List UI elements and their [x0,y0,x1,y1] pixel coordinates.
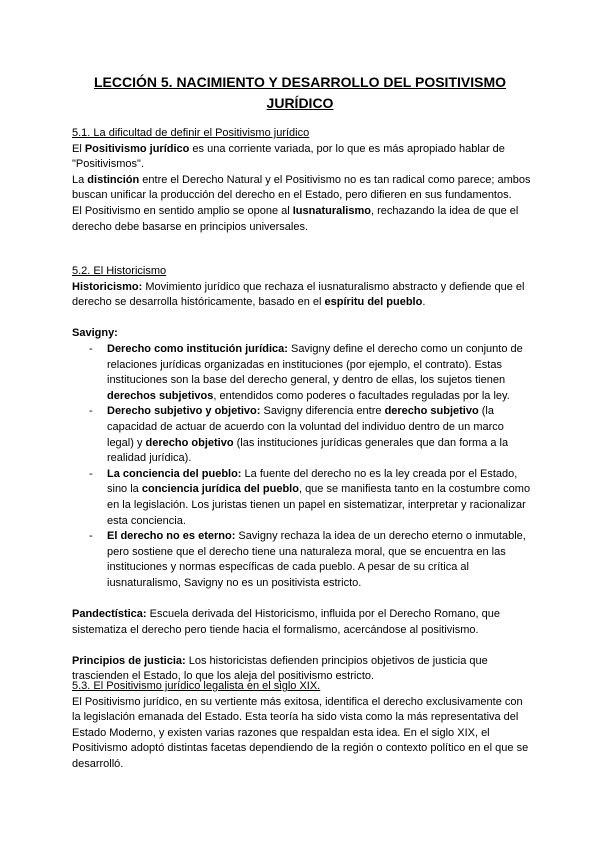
paragraph-pandectistica: Pandectística: Escuela derivada del Historicismo, influida por el Derecho Romano, que sistematiza el derecho pero tiende hacia el formalismo, acercándose al positivismo. [72,608,500,636]
list-item: - Derecho como institución jurídica: Savigny define el derecho como un conjunto de relaciones jurídicas organizadas en instituciones (por ejemplo, el contrato). Estas instituciones son la base del derecho general, y dentro de ellas, los sujetos tienen derechos subjetivos, entendidos como poderes o facultades reguladas por la ley. [89,342,523,402]
savigny-list [72,342,532,592]
paragraph-principios: Principios de justicia: Los historicistas defienden principios objetivos de justicia que trascienden el Estado, lo que los aleja del positivismo estricto. [72,654,488,683]
list-item: - El derecho no es eterno: Savigny rechaza la idea de un derecho eterno o inmutable, pero sostiene que el derecho tiene una naturaleza moral, que se encuentra en las instituciones y normas específicas de cada pueblo. A pesar de su crítica al iusnaturalismo, Savigny no es un positivista estricto. [89,530,526,589]
paragraph: El Positivismo en sentido amplio se opone al Iusnaturalismo, rechazando la idea de que el derecho debe basarse en principios universales. [72,204,519,233]
paragraph-historicismo: Historicismo: Movimiento jurídico que rechaza el iusnaturalismo abstracto y defiende que el derecho se desarrolla históricamente, basado en el espíritu del pueblo. [72,280,525,309]
savigny-label: Savigny: [72,327,118,340]
section-5-1 [72,126,532,235]
paragraph: El Positivismo jurídico es una corriente variada, por lo que es más apropiado hablar de "Positivismos". [72,142,505,171]
list-item: - Derecho subjetivo y objetivo: Savigny diferencia entre derecho subjetivo (la capacidad de actuar de acuerdo con la voluntad del individuo dentro de un marco legal) y derecho objetivo (las instituciones jurídicas generales que dan forma a la realidad jurídica). [89,405,509,465]
section-heading: 5.1. La dificultad de definir el Positivismo jurídico [72,127,310,139]
page-title: LECCIÓN 5. NACIMIENTO Y DESARROLLO DEL POSITIVISMO JURÍDICO [93,74,506,111]
section-5-3 [72,679,532,773]
section-5-2 [72,264,532,685]
section-heading: 5.3. El Positivismo jurídico legalista en el siglo XIX. [72,680,321,692]
list-item: - La conciencia del pueblo: La fuente del derecho no es la ley creada por el Estado, sino la conciencia jurídica del pueblo, que se manifiesta tanto en la costumbre como en la legislación. Los juristas tienen un papel en sistematizar, interpretar y racionalizar esta conciencia. [89,467,531,527]
paragraph: La distinción entre el Derecho Natural y el Positivismo no es tan radical como parece; ambos buscan unificar la producción del derecho en el Estado, pero difieren en sus fundamentos. [72,173,531,202]
section-heading: 5.2. El Historicismo [72,265,167,277]
paragraph: El Positivismo jurídico, en su vertiente más exitosa, identifica el derecho exclusivamente con la legislación emanada del Estado. Esta teoría ha sido vista como la más representativa del Estado Moderno, y existen varias razones que respaldan esta idea. En el siglo XIX, el Positivismo adoptó distintas facetas dependiendo de la región o contexto político en el que se desarrolló. [72,695,529,770]
